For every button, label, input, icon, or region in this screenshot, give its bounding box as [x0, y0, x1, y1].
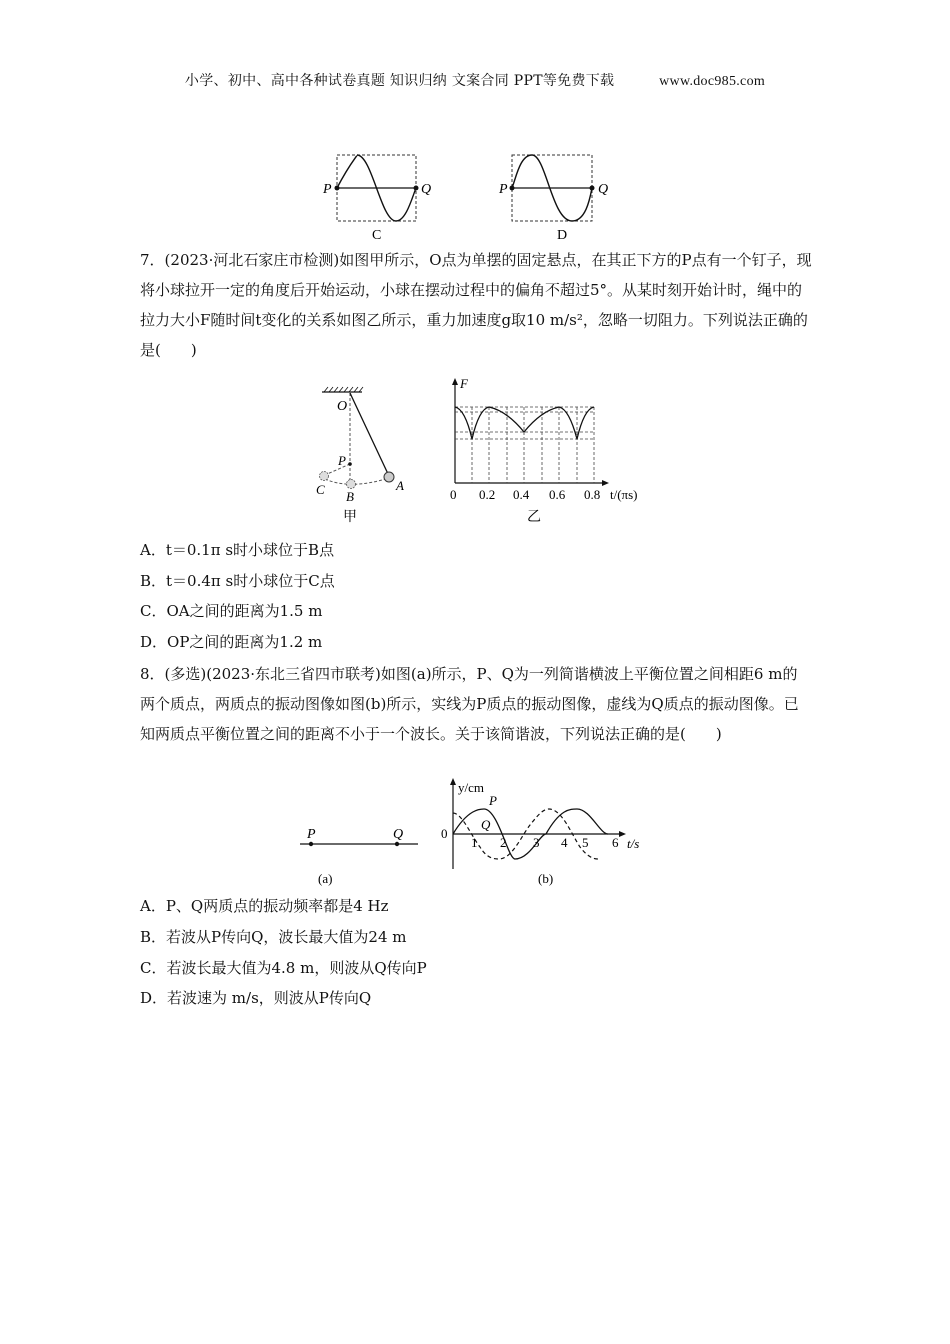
tension-x-label: t/(πs): [610, 487, 638, 502]
q7-option-a: A．t＝0.1π s时小球位于B点: [140, 541, 335, 559]
q8-figures: [0, 775, 950, 890]
fig-b-caption: (b): [538, 871, 554, 886]
figure-c-q-label: Q: [421, 182, 432, 197]
vib-tick-6: 6: [612, 835, 619, 850]
figure-c: [322, 155, 431, 243]
tension-tick-04: 0.4: [513, 487, 530, 502]
fig-a-q-label: Q: [393, 827, 404, 842]
q7-figures: [0, 375, 950, 525]
tension-tick-02: 0.2: [479, 487, 496, 502]
tension-tick-0: 0: [450, 487, 457, 502]
q7-option-b: B．t＝0.4π s时小球位于C点: [140, 572, 335, 590]
figure-c-p-label: P: [323, 182, 332, 197]
header-text: 小学、初中、高中各种试卷真题 知识归纳 文案合同 PPT等免费下载: [184, 73, 615, 89]
vib-q-label: Q: [481, 817, 491, 832]
wave-points-figure: [300, 827, 418, 886]
vib-tick-3: 3: [533, 835, 540, 850]
pendulum-p-label: P: [338, 453, 346, 468]
figure-d-caption: D: [557, 228, 568, 243]
q7-stem: 7．(2023·河北石家庄市检测)如图甲所示，O点为单摆的固定悬点，在其正下方的P点有一个钉子，现将小球拉开一定的角度后开始运动，小球在摆动过程中的偏角不超过5°。从某时刻开始计时，绳中的拉力大小F随时间t变化的关系如图乙所示，重力加速度g取10 m/s²，忽略一切阻力。下列说法正确的是( ): [140, 251, 812, 359]
pendulum-c-label: C: [316, 482, 325, 497]
pendulum-caption: 甲: [343, 510, 357, 525]
vib-y-label: y/cm: [458, 780, 484, 795]
tension-caption: 乙: [527, 510, 541, 525]
fig-a-p-label: P: [307, 827, 316, 842]
pendulum-o-label: O: [337, 399, 348, 414]
figure-options-cd: [0, 148, 950, 248]
tension-y-label: F: [460, 376, 468, 391]
vib-p-label: P: [489, 793, 497, 808]
q8-option-d: D．若波速为 m/s，则波从P传向Q: [140, 989, 372, 1007]
figure-c-caption: C: [372, 228, 382, 243]
vibration-graph: [441, 778, 639, 886]
vib-tick-5: 5: [582, 835, 589, 850]
figure-d-q-label: Q: [598, 182, 609, 197]
q7-option-c: C．OA之间的距离为1.5 m: [140, 602, 323, 620]
vib-x-label: t/s: [627, 836, 640, 851]
vib-tick-4: 4: [561, 835, 568, 850]
q8-option-b: B．若波从P传向Q，波长最大值为24 m: [140, 928, 407, 946]
vib-origin: 0: [441, 826, 448, 841]
pendulum-figure: [316, 387, 404, 525]
q8-stem: 8．(多选)(2023·东北三省四市联考)如图(a)所示，P、Q为一列简谐横波上平衡位置之间相距6 m的两个质点，两质点的振动图像如图(b)所示，实线为P质点的振动图像，虚线为Q质点的振动图像。已知两质点平衡位置之间的距离不小于一个波长。关于该简谐波，下列说法正确的是( ): [140, 665, 799, 743]
vib-tick-2: 2: [500, 835, 507, 850]
fig-a-caption: (a): [318, 871, 333, 886]
q7-option-d: D．OP之间的距离为1.2 m: [140, 633, 323, 651]
tension-tick-08: 0.8: [584, 487, 601, 502]
pendulum-b-label: B: [346, 489, 354, 504]
page-header: [0, 70, 950, 90]
q8-option-a: A．P、Q两质点的振动频率都是4 Hz: [140, 897, 389, 915]
vib-tick-1: 1: [471, 835, 478, 850]
figure-d: [498, 155, 608, 243]
header-site: www.doc985.com: [659, 74, 766, 89]
tension-tick-06: 0.6: [549, 487, 566, 502]
figure-d-p-label: P: [499, 182, 508, 197]
tension-graph: [450, 376, 638, 525]
q8-option-c: C．若波长最大值为4.8 m，则波从Q传向P: [140, 959, 427, 977]
pendulum-a-label: A: [396, 478, 404, 493]
